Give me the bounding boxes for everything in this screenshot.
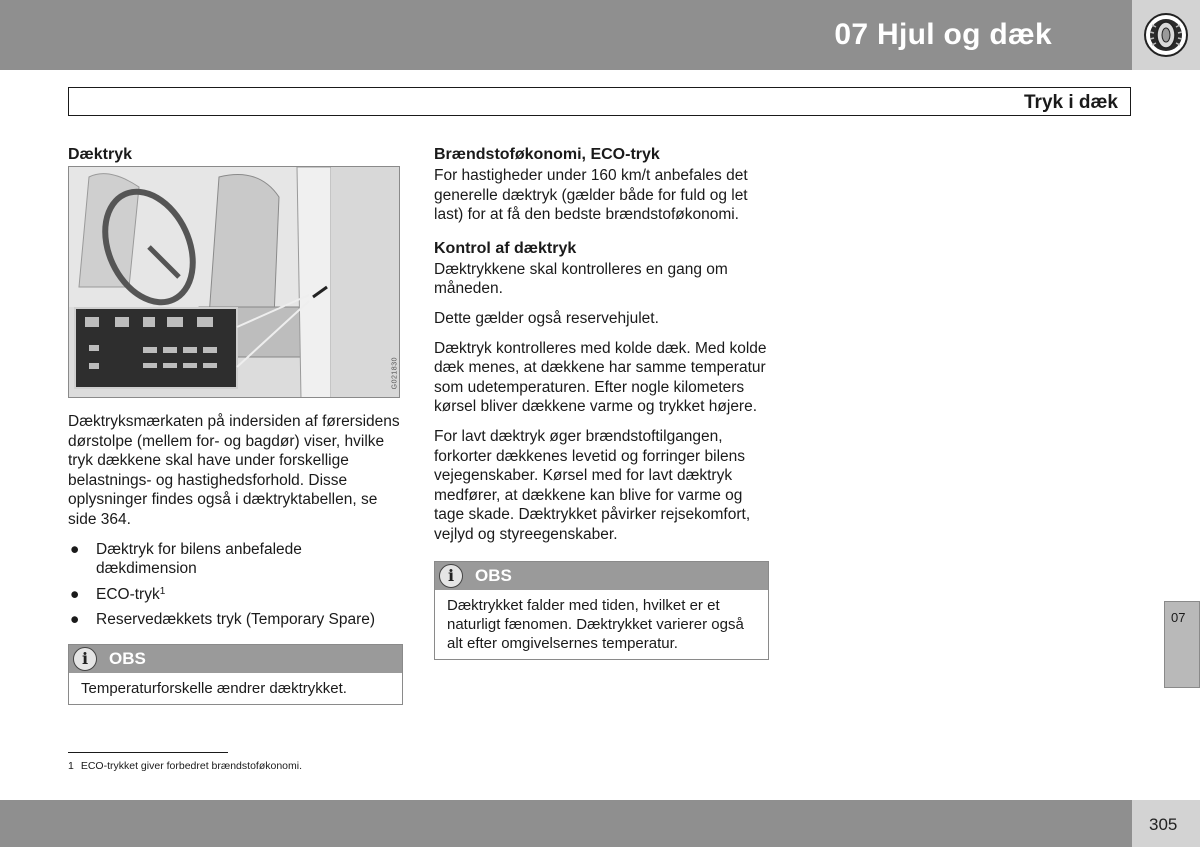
kontrol-heading: Kontrol af dæktryk [434,239,577,257]
footnote-number: 1 [68,760,74,772]
obs-note-left [68,644,403,705]
footnote [68,760,302,772]
list-item: ● ECO-tryk$^1$ [70,585,166,603]
header-band [0,0,1132,70]
obs-header [435,562,768,590]
obs-label: OBS [475,565,512,585]
obs-text: Temperaturforskelle ændrer dæktrykket. [81,679,347,697]
info-icon: i [73,647,97,671]
obs-label: OBS [109,648,146,668]
list-item: ● Dæktryk for bilens anbefalede dækdimension [70,540,302,578]
tire-icon [1143,12,1189,58]
page-number: 305 [1149,815,1178,834]
bullet-icon: ● [70,540,80,558]
kontrol-paragraph: Dæktryk kontrolleres med kolde dæk. Med kolde dæk menes, at dækkene har samme temperatur som udetemperaturen. Efter nogle kilometers kørsel bliver dækkene varme og trykket højere. [434,339,767,416]
eco-heading: Brændstoføkonomi, ECO-tryk [434,146,660,163]
chapter-icon-box [1132,0,1200,70]
eco-paragraph: For hastigheder under 160 km/t anbefales det generelle dæktryk (gælder både for fuld og let last) for at få den bedste brændstoføkonomi. [434,167,748,224]
footnote-text: ECO-trykket giver forbedret brændstoføkonomi. [80,760,303,772]
intro-paragraph: Dæktryksmærkaten på indersiden af førersidens dørstolpe (mellem for- og bagdør) viser, hvilke tryk dækkene skal have under forskellige belastnings- og hastighedsforhold. Disse oplysninger findes også i dæktryktabellen, se side 364. [68,413,400,528]
chapter-tab-label: 07 [1171,610,1186,625]
chapter-title: 07 Hjul og dæk [834,18,1052,51]
kontrol-paragraph: Dæktrykkene skal kontrolleres en gang om måneden. [434,260,728,298]
kontrol-paragraph: For lavt dæktryk øger brændstoftilgangen, forkorter dækkenes levetid og forringer bilens vejegenskaber. Kørsel med for lavt dæktryk medfører, at dækkene kan blive for varme og tage skade. Dæktrykket påvirker rejsekomfort, vejlyd og styreegenskaber. [434,427,751,543]
kontrol-paragraph: Dette gælder også reservehjulet. [434,309,659,327]
page-number-box [1132,800,1200,847]
bullet-list [68,540,403,630]
chapter-side-tab[interactable] [1164,601,1200,688]
list-item: ● Reservedækkets tryk (Temporary Spare) [70,611,376,629]
section-title-box [68,87,1131,116]
bullet-icon: ● [70,585,80,603]
section-title: Tryk i dæk [1024,92,1118,113]
door-pillar-figure [68,166,400,398]
footer-band [0,800,1132,847]
left-column [68,145,403,705]
footnote-ref[interactable]: 1 [159,585,166,597]
bullet-icon: ● [70,611,80,629]
info-icon: i [439,564,463,588]
car-interior-illustration [69,167,400,398]
dæktryk-heading: Dæktryk [68,146,133,163]
figure-code: G021830 [391,357,398,390]
obs-text: Dæktrykket falder med tiden, hvilket er et naturligt fænomen. Dæktrykket varierer også alt efter omgivelsernes temperatur. [447,596,744,652]
middle-column [434,145,769,660]
obs-note-middle [434,561,769,660]
footnote-divider [68,752,228,753]
obs-header [69,645,402,673]
